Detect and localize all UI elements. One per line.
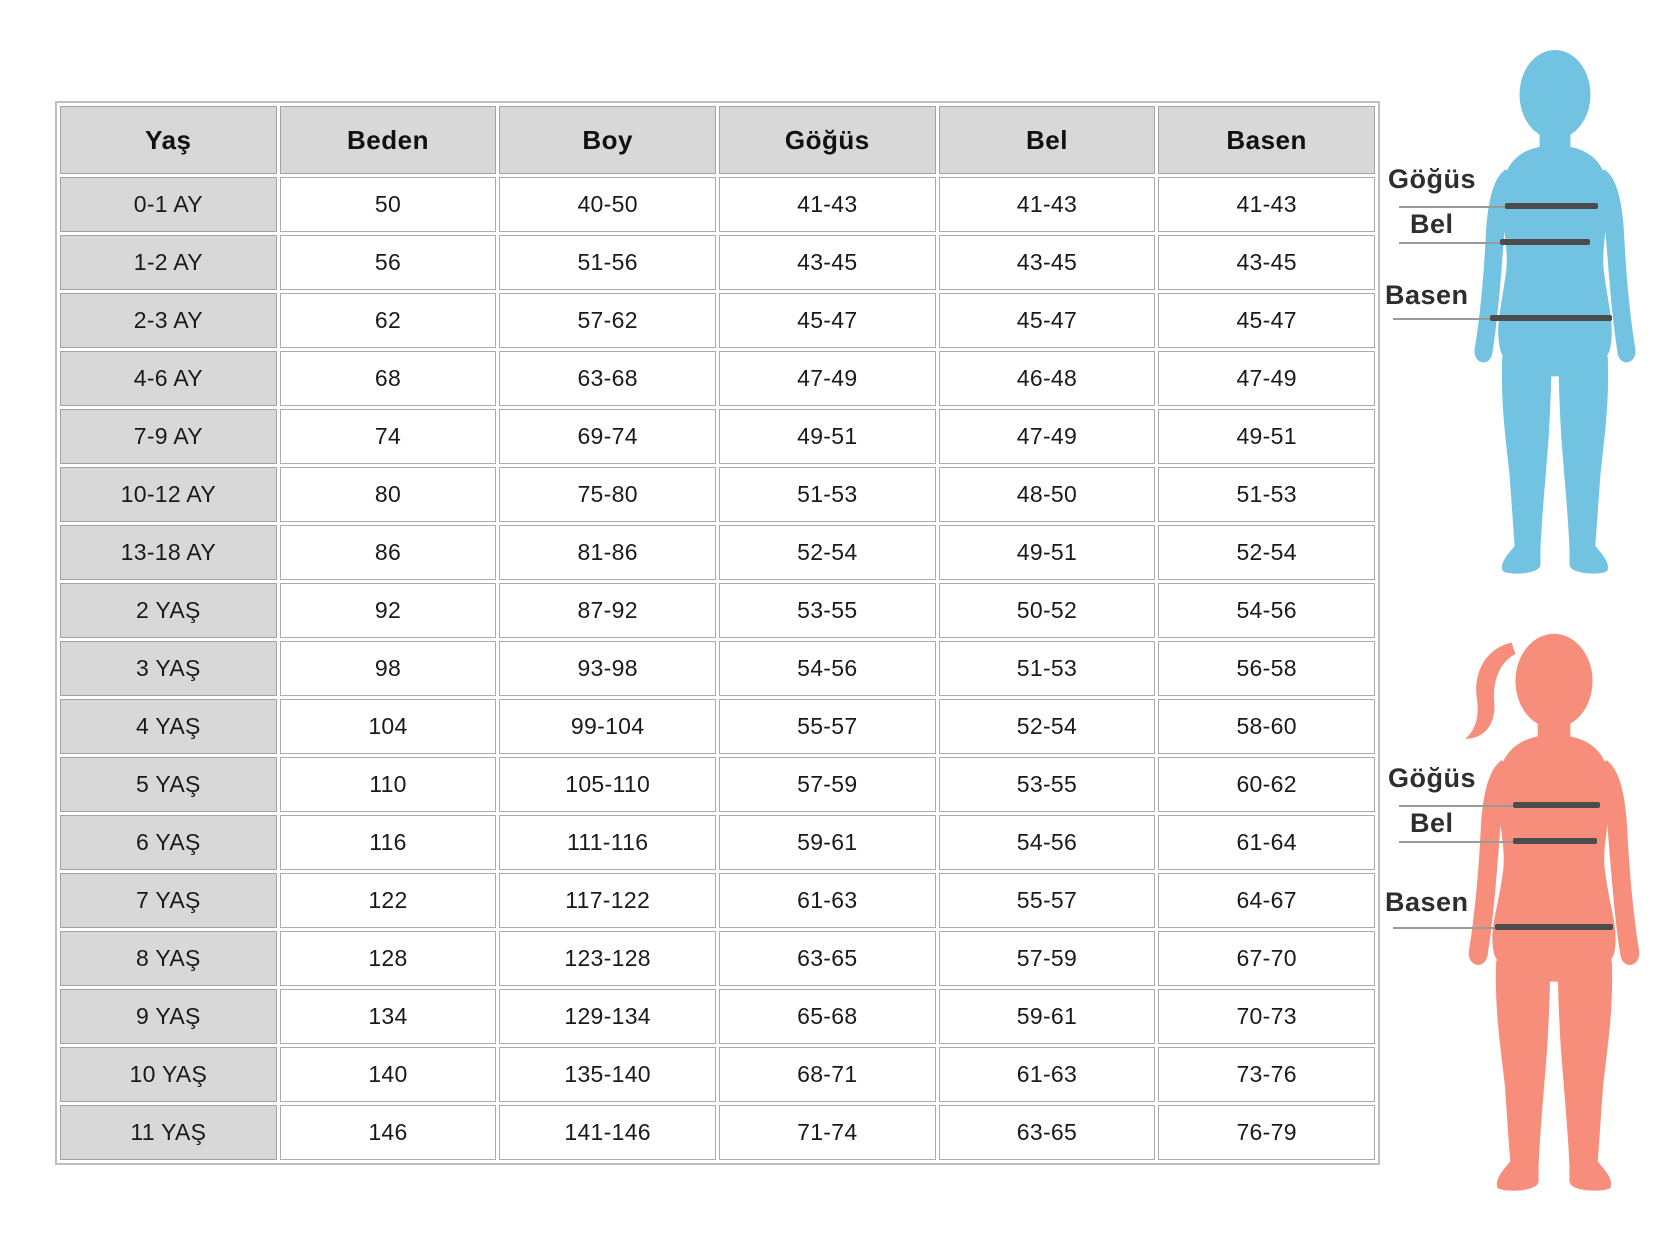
value-cell: 71-74 (719, 1105, 936, 1160)
age-cell: 10 YAŞ (60, 1047, 277, 1102)
girl-silhouette-figure (1448, 602, 1660, 1238)
value-cell: 53-55 (719, 583, 936, 638)
header-cell: Boy (499, 106, 716, 174)
size-chart-table (55, 101, 1380, 1165)
value-cell: 63-68 (499, 351, 716, 406)
value-cell: 52-54 (939, 699, 1156, 754)
value-cell: 76-79 (1158, 1105, 1375, 1160)
value-cell: 116 (280, 815, 497, 870)
value-cell: 93-98 (499, 641, 716, 696)
value-cell: 62 (280, 293, 497, 348)
value-cell: 47-49 (719, 351, 936, 406)
value-cell: 48-50 (939, 467, 1156, 522)
table-row (60, 467, 1375, 522)
value-cell: 146 (280, 1105, 497, 1160)
table-row (60, 177, 1375, 232)
age-cell: 11 YAŞ (60, 1105, 277, 1160)
header-cell: Yaş (60, 106, 277, 174)
value-cell: 50-52 (939, 583, 1156, 638)
value-cell: 75-80 (499, 467, 716, 522)
value-cell: 69-74 (499, 409, 716, 464)
table-row (60, 235, 1375, 290)
value-cell: 70-73 (1158, 989, 1375, 1044)
age-cell: 9 YAŞ (60, 989, 277, 1044)
value-cell: 92 (280, 583, 497, 638)
value-cell: 49-51 (719, 409, 936, 464)
value-cell: 41-43 (1158, 177, 1375, 232)
girl-waist-measure-line (1513, 838, 1597, 844)
table-row (60, 351, 1375, 406)
header-cell: Beden (280, 106, 497, 174)
age-cell: 13-18 AY (60, 525, 277, 580)
value-cell: 43-45 (939, 235, 1156, 290)
value-cell: 49-51 (1158, 409, 1375, 464)
value-cell: 68 (280, 351, 497, 406)
value-cell: 104 (280, 699, 497, 754)
boy-chest-label: Göğüs (1388, 164, 1476, 194)
value-cell: 45-47 (1158, 293, 1375, 348)
boy-hip-measure-line (1490, 315, 1612, 321)
table-row (60, 699, 1375, 754)
boy-waist-label: Bel (1410, 209, 1454, 239)
header-cell: Bel (939, 106, 1156, 174)
value-cell: 60-62 (1158, 757, 1375, 812)
value-cell: 105-110 (499, 757, 716, 812)
value-cell: 57-62 (499, 293, 716, 348)
girl-waist-leader-line (1399, 841, 1513, 843)
value-cell: 56 (280, 235, 497, 290)
age-cell: 7 YAŞ (60, 873, 277, 928)
value-cell: 56-58 (1158, 641, 1375, 696)
value-cell: 49-51 (939, 525, 1156, 580)
age-cell: 10-12 AY (60, 467, 277, 522)
girl-waist-label: Bel (1410, 808, 1454, 838)
value-cell: 98 (280, 641, 497, 696)
value-cell: 111-116 (499, 815, 716, 870)
value-cell: 43-45 (1158, 235, 1375, 290)
age-cell: 3 YAŞ (60, 641, 277, 696)
girl-hip-label: Basen (1385, 887, 1469, 917)
age-cell: 2-3 AY (60, 293, 277, 348)
value-cell: 74 (280, 409, 497, 464)
value-cell: 54-56 (719, 641, 936, 696)
value-cell: 58-60 (1158, 699, 1375, 754)
boy-hip-label: Basen (1385, 280, 1469, 310)
table-row (60, 815, 1375, 870)
value-cell: 55-57 (939, 873, 1156, 928)
age-cell: 2 YAŞ (60, 583, 277, 638)
age-cell: 0-1 AY (60, 177, 277, 232)
value-cell: 134 (280, 989, 497, 1044)
value-cell: 46-48 (939, 351, 1156, 406)
value-cell: 47-49 (939, 409, 1156, 464)
table-row (60, 1105, 1375, 1160)
value-cell: 73-76 (1158, 1047, 1375, 1102)
value-cell: 54-56 (1158, 583, 1375, 638)
value-cell: 61-64 (1158, 815, 1375, 870)
value-cell: 129-134 (499, 989, 716, 1044)
header-cell: Göğüs (719, 106, 936, 174)
value-cell: 63-65 (719, 931, 936, 986)
table-row (60, 989, 1375, 1044)
value-cell: 135-140 (499, 1047, 716, 1102)
value-cell: 50 (280, 177, 497, 232)
table-row (60, 583, 1375, 638)
age-cell: 4 YAŞ (60, 699, 277, 754)
table-row (60, 873, 1375, 928)
value-cell: 51-56 (499, 235, 716, 290)
value-cell: 67-70 (1158, 931, 1375, 986)
value-cell: 140 (280, 1047, 497, 1102)
girl-chest-leader-line (1399, 805, 1513, 807)
table-row (60, 525, 1375, 580)
table-row (60, 757, 1375, 812)
value-cell: 81-86 (499, 525, 716, 580)
boy-waist-leader-line (1399, 242, 1500, 244)
value-cell: 53-55 (939, 757, 1156, 812)
girl-chest-measure-line (1513, 802, 1600, 808)
value-cell: 141-146 (499, 1105, 716, 1160)
table-header-row (60, 106, 1375, 174)
value-cell: 57-59 (939, 931, 1156, 986)
value-cell: 80 (280, 467, 497, 522)
value-cell: 61-63 (719, 873, 936, 928)
value-cell: 45-47 (719, 293, 936, 348)
table-row (60, 293, 1375, 348)
age-cell: 5 YAŞ (60, 757, 277, 812)
age-cell: 6 YAŞ (60, 815, 277, 870)
value-cell: 86 (280, 525, 497, 580)
value-cell: 64-67 (1158, 873, 1375, 928)
boy-chest-leader-line (1399, 206, 1505, 208)
boy-chest-measure-line (1505, 203, 1598, 209)
value-cell: 45-47 (939, 293, 1156, 348)
value-cell: 51-53 (939, 641, 1156, 696)
value-cell: 61-63 (939, 1047, 1156, 1102)
table-row (60, 1047, 1375, 1102)
boy-hip-leader-line (1393, 318, 1490, 320)
value-cell: 40-50 (499, 177, 716, 232)
value-cell: 52-54 (1158, 525, 1375, 580)
table-row (60, 931, 1375, 986)
age-cell: 4-6 AY (60, 351, 277, 406)
value-cell: 51-53 (1158, 467, 1375, 522)
value-cell: 99-104 (499, 699, 716, 754)
girl-chest-label: Göğüs (1388, 763, 1476, 793)
age-cell: 8 YAŞ (60, 931, 277, 986)
value-cell: 87-92 (499, 583, 716, 638)
table-row (60, 409, 1375, 464)
value-cell: 55-57 (719, 699, 936, 754)
value-cell: 63-65 (939, 1105, 1156, 1160)
value-cell: 65-68 (719, 989, 936, 1044)
value-cell: 59-61 (939, 989, 1156, 1044)
header-cell: Basen (1158, 106, 1375, 174)
value-cell: 122 (280, 873, 497, 928)
age-cell: 7-9 AY (60, 409, 277, 464)
boy-waist-measure-line (1500, 239, 1590, 245)
value-cell: 41-43 (719, 177, 936, 232)
value-cell: 43-45 (719, 235, 936, 290)
value-cell: 68-71 (719, 1047, 936, 1102)
value-cell: 57-59 (719, 757, 936, 812)
value-cell: 110 (280, 757, 497, 812)
value-cell: 47-49 (1158, 351, 1375, 406)
age-cell: 1-2 AY (60, 235, 277, 290)
value-cell: 117-122 (499, 873, 716, 928)
value-cell: 52-54 (719, 525, 936, 580)
value-cell: 41-43 (939, 177, 1156, 232)
girl-hip-leader-line (1393, 927, 1495, 929)
value-cell: 54-56 (939, 815, 1156, 870)
value-cell: 51-53 (719, 467, 936, 522)
value-cell: 59-61 (719, 815, 936, 870)
table-row (60, 641, 1375, 696)
value-cell: 128 (280, 931, 497, 986)
girl-hip-measure-line (1495, 924, 1613, 930)
value-cell: 123-128 (499, 931, 716, 986)
